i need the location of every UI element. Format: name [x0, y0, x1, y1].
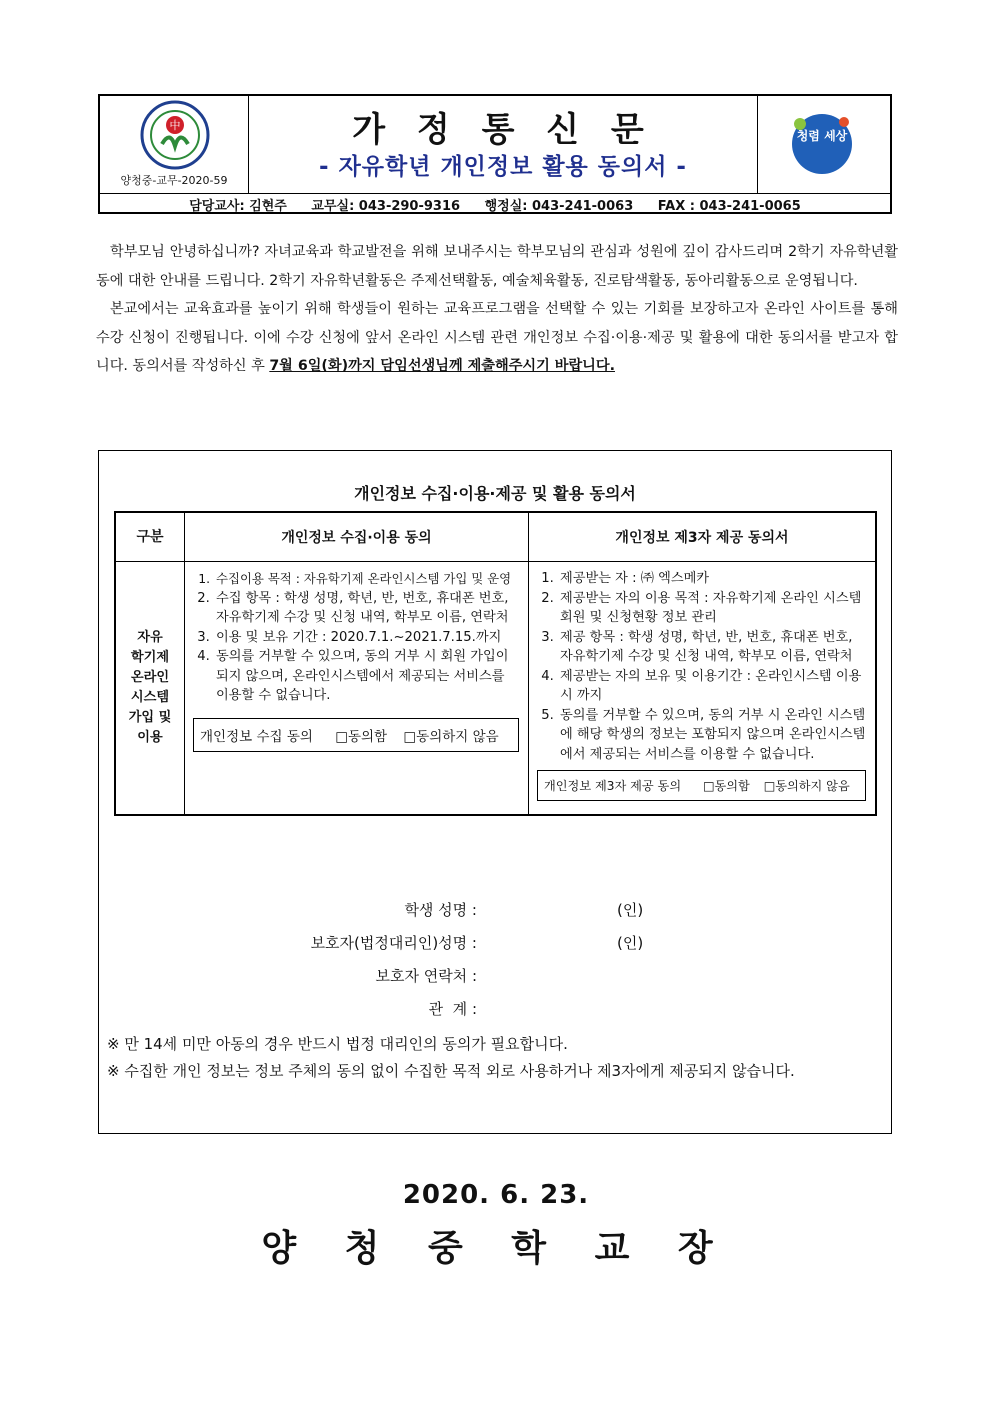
list-item: 1. 수집이용 목적 : 자유학기제 온라인시스템 가입 및 운영	[214, 569, 521, 589]
intro-paragraph-2	[96, 295, 898, 381]
row-label	[115, 562, 185, 816]
third-party-consent-cell	[529, 562, 877, 816]
consent-form	[98, 450, 892, 1134]
slogan-logo-text: 청렴 세상	[796, 129, 848, 143]
relation-label: 관 계 :	[428, 1000, 477, 1018]
collect-consent-checkbox-row	[193, 718, 519, 752]
header-collect-consent: 개인정보 수집·이용 동의	[185, 512, 529, 562]
row-label-line: 가입 및	[128, 710, 172, 725]
admin-phone: 행정실: 043-241-0063	[484, 199, 634, 214]
list-item: 3. 이용 및 보유 기간 : 2020.7.1.~2021.7.15.까지	[214, 628, 521, 648]
third-party-consent-checkbox-row	[537, 770, 866, 801]
collect-consent-label: 개인정보 수집 동의	[200, 728, 313, 745]
guardian-phone-label: 보호자 연락처 :	[375, 967, 477, 985]
consent-table-header	[115, 512, 876, 562]
list-item: 1. 제공받는 자 : ㈜ 엑스메카	[558, 569, 868, 589]
newsletter-header	[98, 94, 892, 214]
page-subtitle: - 자유학년 개인정보 활용 동의서 -	[319, 154, 687, 180]
third-party-agree-checkbox[interactable]: □동의함	[702, 779, 750, 793]
list-item: 3. 제공 항목 : 학생 성명, 학년, 반, 번호, 휴대폰 번호, 자유학기제 수강 및 신청 내역, 학부모 이름, 연락처	[558, 628, 868, 667]
note-item: ※ 만 14세 미만 아동의 경우 반드시 법정 대리인의 동의가 필요합니다.	[107, 1035, 568, 1053]
header-top-row	[100, 96, 890, 194]
header-category: 구분	[115, 512, 185, 562]
teacher-name: 담당교사: 김현주	[189, 199, 287, 214]
note-item: ※ 수집한 개인 정보는 정보 주체의 동의 없이 수집한 목적 외로 사용하거나 제3자에게 제공되지 않습니다.	[107, 1062, 795, 1080]
third-party-disagree-checkbox[interactable]: □동의하지 않음	[763, 779, 850, 793]
list-item: 2. 제공받는 자의 이용 목적 : 자유학기제 온라인 시스템 회원 및 신청현황 정보 관리	[558, 589, 868, 628]
deadline-notice: 7월 6일(화)까지 담임선생님께 제출해주시기 바랍니다.	[269, 358, 615, 375]
list-item: 5. 동의를 거부할 수 있으며, 동의 거부 시 온라인 시스템에 해당 학생의 정보는 포함되지 않으며 온라인시스템에서 제공되는 서비스를 이용할 수 없습니다.	[558, 706, 868, 765]
office-phone: 교무실: 043-290-9316	[311, 199, 461, 214]
collect-items-list	[186, 569, 521, 706]
integrity-slogan-logo	[790, 108, 854, 180]
document-number: 양청중-교무-2020-59	[120, 174, 228, 187]
guardian-seal: (인)	[617, 934, 644, 952]
collect-agree-checkbox[interactable]: □동의함	[335, 728, 388, 745]
intro-paragraph-2-text: 본교에서는 교육효과를 높이기 위해 학생들이 원하는 교육프로그램을 선택할 수 있는 기회를 보장하고자 온라인 사이트를 통해 수강 신청이 진행됩니다. 이에 수강 신청에 앞서 온라인 시스템 관련 개인정보 수집·이용·제공 및 활용에 대한 동의서를 받고자 합니다. 동의서를 작성하신 후	[96, 301, 898, 375]
student-name-label: 학생 성명 :	[404, 901, 477, 919]
slogan-logo-cell	[757, 96, 890, 193]
principal-signature: 양 청 중 학 교 장	[261, 1227, 731, 1269]
consent-notes	[107, 1031, 883, 1085]
collect-disagree-checkbox[interactable]: □동의하지 않음	[403, 728, 499, 745]
third-party-items-list	[530, 569, 868, 764]
list-item: 4. 제공받는 자의 보유 및 이용기간 : 온라인시스템 이용 시 까지	[558, 667, 868, 706]
consent-table-row	[115, 562, 876, 816]
school-logo-cell	[100, 96, 249, 193]
list-item: 2. 수집 항목 : 학생 성명, 학년, 반, 번호, 휴대폰 번호, 자유학기제 수강 및 신청 내역, 학부모 이름, 연락처	[214, 589, 521, 628]
consent-table	[114, 511, 877, 816]
guardian-name-label: 보호자(법정대리인)성명 :	[310, 934, 477, 952]
list-item: 4. 동의를 거부할 수 있으며, 동의 거부 시 회원 가입이 되지 않으며, 온라인시스템에서 제공되는 서비스를 이용할 수 없습니다.	[214, 647, 521, 706]
intro-paragraph-1: 학부모님 안녕하십니까? 자녀교육과 학교발전을 위해 보내주시는 학부모님의 관심과 성원에 깊이 감사드리며 2학기 자유학년활동에 대한 안내를 드립니다. 2학기 자유학년활동은 주제선택활동, 예술체육활동, 진로탐색활동, 동아리활동으로 운영됩니다.	[96, 244, 898, 289]
contact-info	[100, 195, 890, 214]
issue-date: 2020. 6. 23.	[402, 1180, 590, 1210]
row-label-line: 시스템	[130, 690, 170, 705]
emblem-logo-text: 中	[169, 119, 181, 132]
collect-consent-cell	[185, 562, 529, 816]
row-label-line: 이용	[137, 730, 163, 745]
school-emblem-logo	[140, 100, 210, 170]
page-title: 가 정 통 신 문	[352, 110, 654, 150]
row-label-line: 학기제	[130, 650, 170, 665]
row-label-line: 자유	[137, 630, 163, 645]
header-third-party-consent: 개인정보 제3자 제공 동의서	[529, 512, 877, 562]
row-label-line: 온라인	[130, 670, 170, 685]
fax-number: FAX : 043-241-0065	[657, 199, 801, 214]
student-seal: (인)	[617, 901, 644, 919]
intro-text	[96, 238, 898, 381]
third-party-consent-label: 개인정보 제3자 제공 동의	[544, 779, 682, 793]
consent-form-title: 개인정보 수집·이용·제공 및 활용 동의서	[354, 484, 636, 503]
